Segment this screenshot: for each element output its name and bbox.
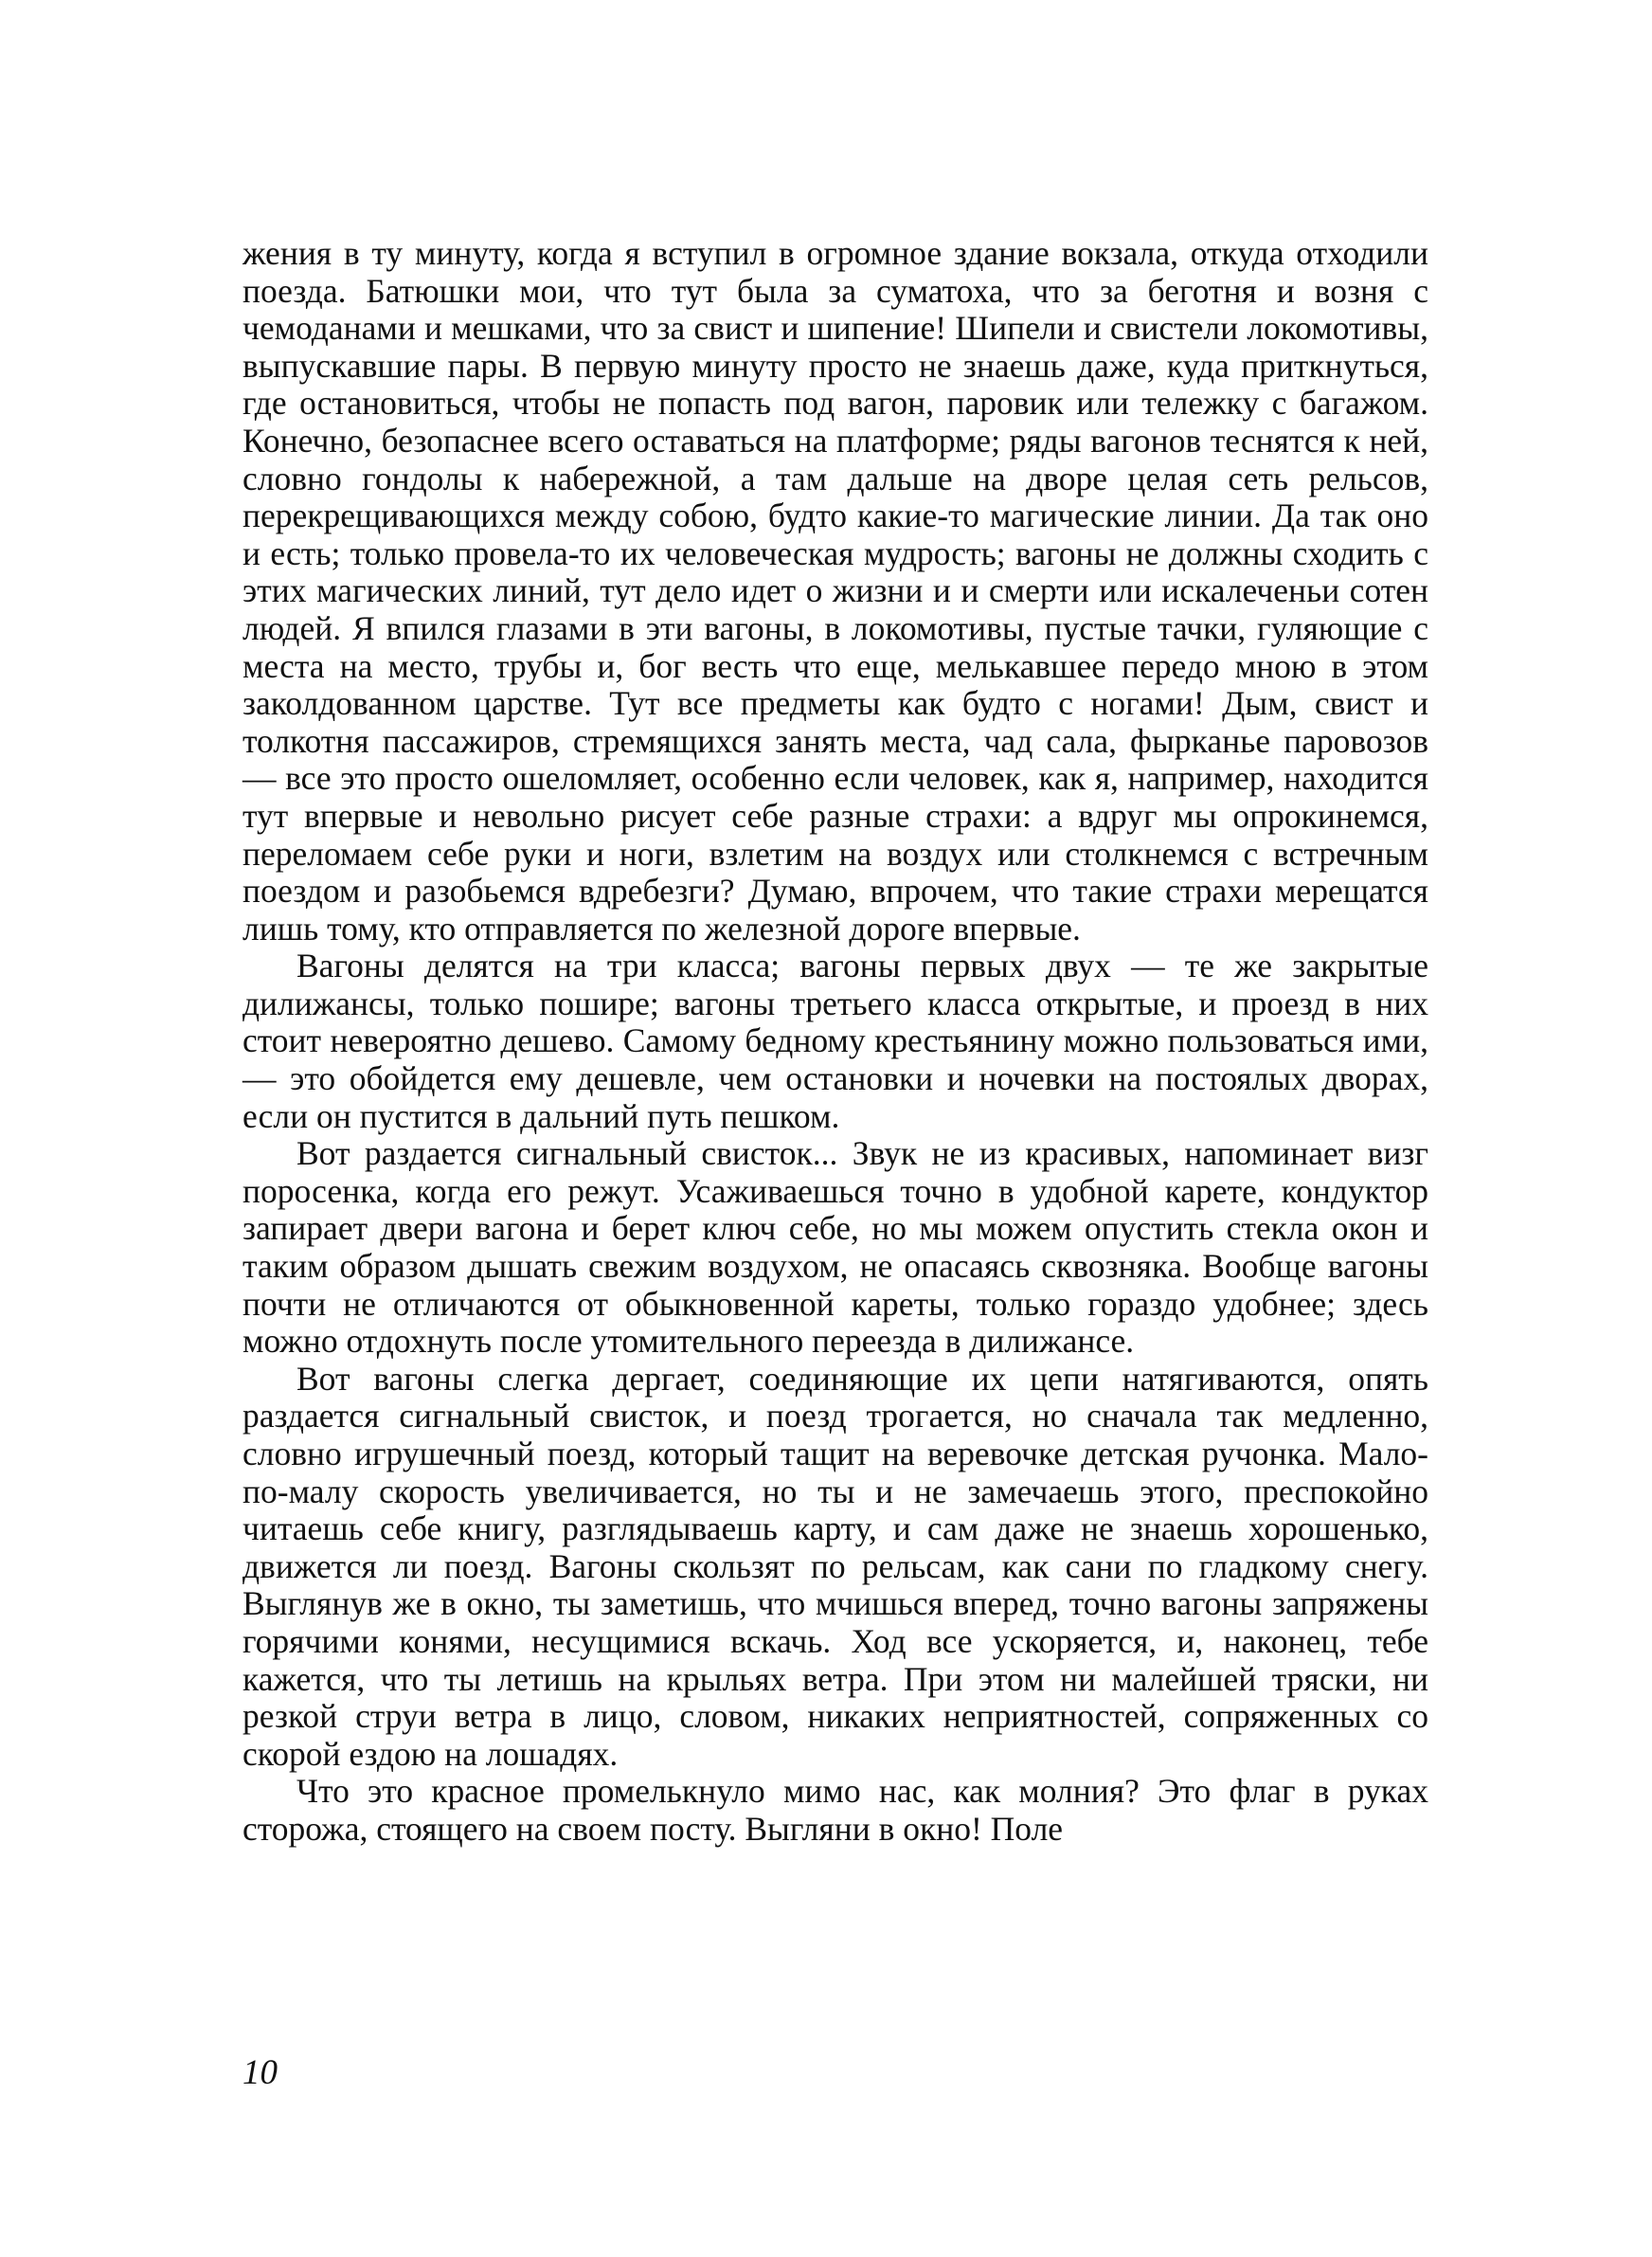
paragraph-signal-whistle: Вот раздается сигнальный свисток... Звук не из красивых, напоминает визг поросенка, когда его режут. Усаживаешься точно в удобной карете, кондуктор запирает двери вагона и берет ключ себе, но мы можем опустить стекла окон и таким образом дышать свежим воздухом, не опасаясь сквозняка. Вообще вагоны почти не отличаются от обыкновенной кареты, только гораздо удобнее; здесь можно отдохнуть после утомительного переезда в дилижансе.	[242, 1134, 1428, 1361]
paragraph-wagon-classes: Вагоны делятся на три класса; вагоны первых двух — те же закрытые дилижансы, только пошире; вагоны третьего класса открытые, и проезд в них стоит невероятно дешево. Самому бедному крестьянину можно пользоваться ими, — это обойдется ему дешевле, чем остановки и ночевки на постоялых дворах, если он пустится в дальний путь пешком.	[242, 947, 1428, 1135]
paragraph-red-flag: Что это красное промелькнуло мимо нас, как молния? Это флаг в руках сторожа, стоящего на своем посту. Выгляни в окно! Поле	[242, 1772, 1428, 1848]
paragraph-train-departs: Вот вагоны слегка дергает, соединяющие их цепи натягиваются, опять раздается сигнальный свисток, и поезд трогается, но сначала так медленно, словно игрушечный поезд, который тащит на веревочке детская ручонка. Мало-по-малу скорость увеличивается, но ты и не замечаешь этого, преспокойно читаешь себе книгу, разглядываешь карту, и сам даже не знаешь хорошенько, движется ли поезд. Вагоны скользят по рельсам, как сани по гладкому снегу. Выглянув же в окно, ты заметишь, что мчишься вперед, точно вагоны запряжены горячими конями, несущимися вскачь. Ход все ускоряется, и, наконец, тебе кажется, что ты летишь на крыльях ветра. При этом ни малейшей тряски, ни резкой струи ветра в лицо, словом, никаких неприятностей, сопряженных со скорой ездою на лошадях.	[242, 1359, 1428, 1773]
page-number: 10	[242, 2053, 278, 2092]
paragraph-continuation: жения в ту минуту, когда я вступил в огромное здание вокзала, откуда отходили поезда. Батюшки мои, что тут была за суматоха, что за беготня и возня с чемоданами и мешками, что за свист и шипение! Шипели и свистели локомотивы, выпускавшие пары. В первую минуту просто не знаешь даже, куда приткнуться, где остановиться, чтобы не попасть под вагон, паровик или тележку с багажом. Конечно, безопаснее всего оставаться на платформе; ряды вагонов теснятся к ней, словно гондолы к набережной, а там дальше на дворе целая сеть рельсов, перекрещивающихся между собою, будто какие-то магические линии. Да так оно и есть; только провела-то их человеческая мудрость; вагоны не должны сходить с этих магических линий, тут дело идет о жизни и и смерти или искалеченьи сотен людей. Я впился глазами в эти вагоны, в локомотивы, пустые тачки, гуляющие с места на место, трубы и, бог весть что еще, мелькавшее передо мною в этом заколдованном царстве. Тут все предметы как будто с ногами! Дым, свист и толкотня пассажиров, стремящихся занять места, чад сала, фырканье паровозов — все это просто ошеломляет, особенно если человек, как я, например, находится тут впервые и невольно рисует себе разные страхи: а вдруг мы опрокинемся, переломаем себе руки и ноги, взлетим на воздух или столкнемся с встречным поездом и разобьемся вдребезги? Думаю, впрочем, что такие страхи мерещатся лишь тому, кто отправляется по железной дороге впервые.	[242, 234, 1428, 948]
main-text	[242, 235, 1428, 1849]
